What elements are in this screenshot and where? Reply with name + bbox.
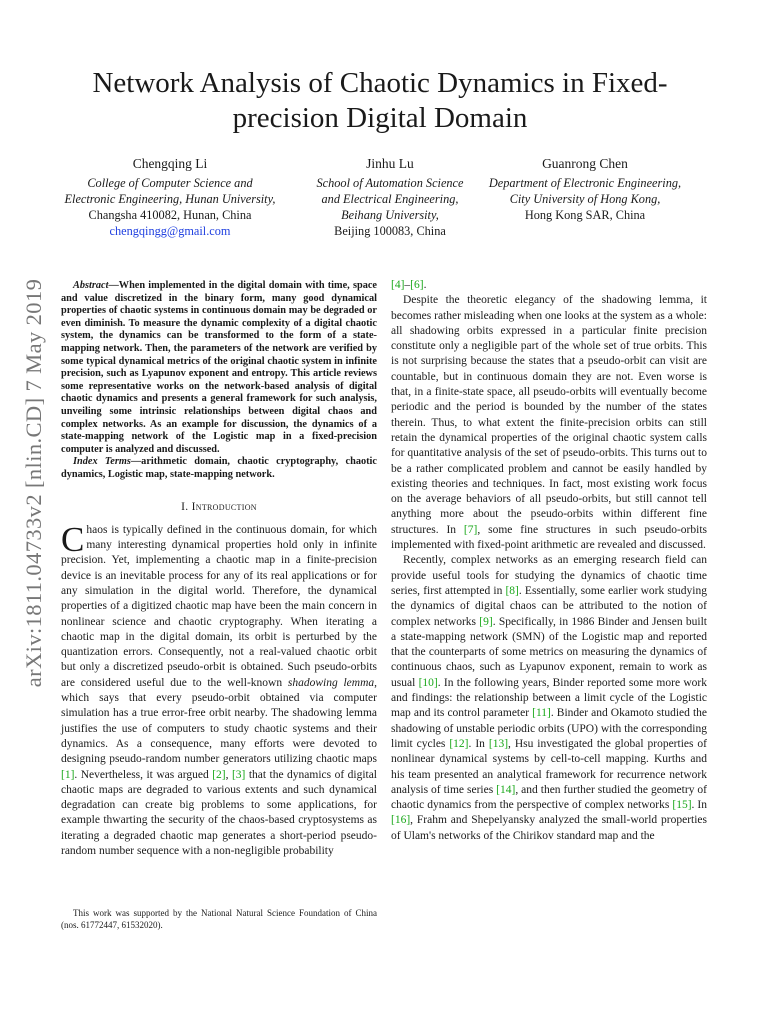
citation-link[interactable]: [10] [418, 676, 438, 689]
section-heading [61, 500, 377, 515]
citation-link[interactable]: [11] [532, 707, 551, 720]
citation-link[interactable]: [14] [496, 783, 516, 796]
right-column [391, 278, 707, 844]
section-title: Introduction [191, 500, 257, 513]
abstract [61, 280, 377, 456]
drop-cap: C [61, 519, 85, 559]
intro-paragraph-3: Recently, complex networks as an emerging research field can provide useful tools for studying the dynamics of chaotic time series, first attempted in [8]. Essentially, some earlier work studying the dynamics of digital chaos can be attributed to the notion of complex networks [9]. Specifically, in 1986 Binder and Jensen built a state-mapping network (SMN) of the Logistic map and reported that the counterparts of some metrics on measuring the dynamics of continuous chaos, such as Lyapunov exponent, remain to work as usual [10]. In the following years, Binder reported some more work and findings: the relationship between a limit cycle of the Logistic map and its control parameter [11]. Binder and Okamoto studied the shadowing of unstable periodic orbits (UPO) with the corresponding limit cycles [12]. In [13], Hsu investigated the global properties of nonlinear dynamical systems by cell-to-cell mapping. Kurths and his team presented an analytical framework for recurrence network analysis of time series [14], and then further studied the geometry of chaotic dynamics from the perspective of complex networks [15]. In [16], Frahm and Shepelyansky analyzed the small-world properties of Ulam's networks of the Chirikov standard map and the [391, 554, 707, 842]
section-number: I. [181, 500, 189, 513]
funding-footnote: This work was supported by the National Natural Science Foundation of China (nos. 61772447, 61532020). [61, 908, 377, 930]
citation-link[interactable]: [6] [410, 279, 424, 291]
citation-link[interactable]: [1] [61, 768, 75, 781]
intro-paragraph-2: Despite the theoretic elegancy of the shadowing lemma, it becomes rather misleading when one looks at the system as a whole: all shadowing orbits expressed in a particular finite precision constitute only a negligible part of the whole set of true orbits. This is not surprising because the states that a pseudo-orbit can visit are countable, but in continuous domain they are not. Even worse is that, in a finite-state space, all pseudo-orbits will eventually become periodic and the period is bounded by the number of the states therein. Thus, to what extent the finite-precision orbits can still retain the dynamical properties of the original chaotic system calls for quantitative analysis of the set of pseudo-orbits. This turns out to be a rather complicated problem and cannot be easily handled by existing theories and techniques. In fact, most existing work focus on the average behaviors of all pseudo-orbits, but still cannot tell anything more about the pseudo-orbits within different fine structures. In [7], some fine structures in such pseudo-orbits implemented with fixed-point arithmetic are revealed and discussed. [391, 294, 707, 552]
left-column [61, 278, 377, 859]
author-affiliation: Department of Electronic Engineering, City University of Hong Kong, [488, 176, 682, 206]
intro-paragraph-1-cont: [4]–[6]. [391, 279, 427, 291]
citation-link[interactable]: [4] [391, 279, 405, 291]
citation-link[interactable]: [9] [479, 615, 493, 628]
author-email-link[interactable]: chengqingg@gmail.com [109, 224, 231, 238]
paper-title: Network Analysis of Chaotic Dynamics in Fixed-precision Digital Domain [92, 67, 668, 134]
citation-link[interactable]: [15] [672, 799, 692, 812]
author-address: Changsha 410082, Hunan, China [88, 208, 252, 222]
author-address: Hong Kong SAR, China [524, 208, 646, 222]
abstract-label: Abstract [73, 280, 109, 291]
index-terms-text: —arithmetic domain, chaotic cryptography, chaotic dynamics, Logistic map, state-mapping network. [61, 456, 377, 480]
author-2 [300, 155, 480, 239]
arxiv-stamp-text: arXiv:1811.04733v2 [nlin.CD] 7 May 2019 [21, 278, 47, 688]
intro-paragraph-1: Chaos is typically defined in the continuous domain, for which many interesting dynamical properties hold only in infinite precision. Yet, implementing a chaotic map in a finite-precision device is an inevitable process for any of its real applications or for any simulation in the digital world. Therefore, the dynamical properties of a digitized chaotic map have been the main concern in nonlinear science and chaotic cryptography. When iterating a chaotic map in the digital domain, its orbit is perturbed by the quantization errors. Consequently, not a real-valued chaotic orbit but only a discretized pseudo-orbit is obtained. Such pseudo-orbits are considered useful due to the well-known shadowing lemma, which says that every pseudo-orbit obtained via computer simulation has a true error-free orbit nearby. The shadowing lemma justifies the use of computers to study chaotic systems and their dynamics. As a consequence, many efforts were devoted to designing pseudo-random number generators utilizing chaotic maps [1]. Nevertheless, it was argued [2], [3] that the dynamics of digital chaotic maps are degraded to various extents and such dynamical degradation can create big problems to some applications, for example thwarting the security of the chaos-based cryptosystems as iterating a degraded chaotic map generates a short-period pseudo-random number sequence with a non-negligible probability [61, 519, 378, 858]
author-1 [50, 155, 290, 239]
citation-link[interactable]: [8] [505, 584, 519, 597]
citation-link[interactable]: [7] [463, 523, 478, 536]
citation-link[interactable]: [12] [449, 737, 469, 750]
arxiv-stamp [14, 263, 54, 703]
author-address: Beijing 100083, China [334, 224, 446, 238]
citation-link[interactable]: [13] [488, 737, 509, 750]
author-affiliation: School of Automation Science and Electrical Engineering, Beihang University, [316, 176, 464, 222]
citation-link[interactable]: [16] [391, 814, 411, 827]
index-terms-label: Index Terms [73, 456, 131, 468]
author-name: Guanrong Chen [542, 156, 628, 171]
abstract-text: —When implemented in the digital domain with time, space and value discretized in the binary form, many good dynamical properties of chaotic systems in continuous domain may be degraded or even diminish. To measure the dynamic complexity of a digital chaotic system, the dynamics can be transformed to the form of a state-mapping network. Then, the parameters of the network are verified by some typical dynamical metrics of the original chaotic system in infinite precision, such as Lyapunov exponent and entropy. This article reviews some representative works on the network-based analysis of digital chaotic dynamics and presents a general framework for such analysis, unveiling some intrinsic relationships between digital chaos and complex networks. As an example for discussion, the dynamics of a state-mapping network of the Logistic map in a fixed-precision computer is analyzed and discussed. [61, 280, 377, 455]
author-3 [470, 155, 700, 223]
author-name: Chengqing Li [132, 156, 208, 171]
author-affiliation: College of Computer Science and Electronic Engineering, Hunan University, [64, 176, 276, 206]
author-name: Jinhu Lu [366, 156, 414, 171]
citation-link[interactable]: [3] [231, 768, 246, 781]
citation-link[interactable]: [2] [212, 768, 226, 781]
index-terms [61, 456, 377, 481]
emphasis: shadowing lemma [287, 676, 375, 689]
